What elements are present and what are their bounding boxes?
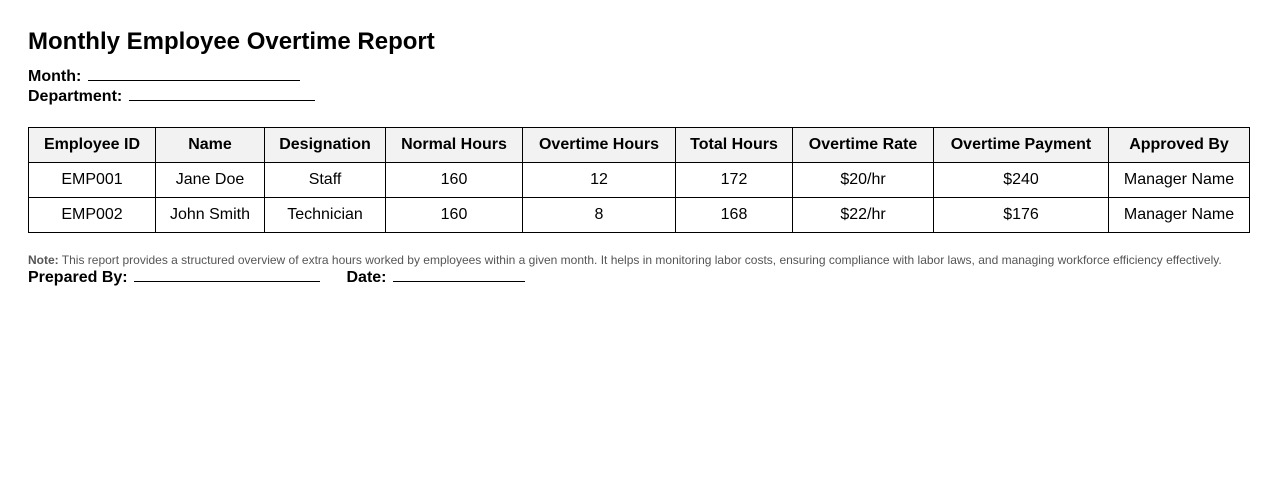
cell-employee-id: EMP001 <box>29 163 156 198</box>
department-blank-line <box>129 86 315 101</box>
table-header-row <box>29 128 1250 163</box>
month-blank-line <box>88 66 300 81</box>
cell-overtime-hours: 8 <box>523 198 676 233</box>
table-row <box>29 163 1250 198</box>
header-name: Name <box>156 128 265 163</box>
cell-overtime-hours: 12 <box>523 163 676 198</box>
note-text: This report provides a structured overview of extra hours worked by employees within a given month. It helps in monitoring labor costs, ensuring compliance with labor laws, and managing workforce efficiency effectively. <box>58 253 1222 267</box>
report-footer <box>28 267 1250 287</box>
header-overtime-payment: Overtime Payment <box>934 128 1109 163</box>
month-row <box>28 66 1250 86</box>
date-group <box>347 269 525 286</box>
department-row <box>28 86 1250 106</box>
report-meta <box>28 66 1250 106</box>
cell-designation: Staff <box>265 163 386 198</box>
cell-approved-by: Manager Name <box>1109 198 1250 233</box>
date-label: Date: <box>346 269 387 286</box>
table-row <box>29 198 1250 233</box>
header-overtime-hours: Overtime Hours <box>523 128 676 163</box>
cell-normal-hours: 160 <box>386 198 523 233</box>
cell-name: Jane Doe <box>156 163 265 198</box>
cell-designation: Technician <box>265 198 386 233</box>
header-designation: Designation <box>265 128 386 163</box>
cell-name: John Smith <box>156 198 265 233</box>
date-blank-line <box>393 267 525 282</box>
header-approved-by: Approved By <box>1109 128 1250 163</box>
header-total-hours: Total Hours <box>676 128 793 163</box>
cell-employee-id: EMP002 <box>29 198 156 233</box>
cell-approved-by: Manager Name <box>1109 163 1250 198</box>
cell-overtime-rate: $20/hr <box>793 163 934 198</box>
header-normal-hours: Normal Hours <box>386 128 523 163</box>
cell-overtime-rate: $22/hr <box>793 198 934 233</box>
prepared-by-blank-line <box>134 267 320 282</box>
header-overtime-rate: Overtime Rate <box>793 128 934 163</box>
overtime-table <box>28 127 1250 233</box>
cell-total-hours: 172 <box>676 163 793 198</box>
page-title: Monthly Employee Overtime Report <box>28 28 435 55</box>
report-note <box>28 253 1250 267</box>
note-label: Note: <box>28 253 59 267</box>
cell-overtime-payment: $176 <box>934 198 1109 233</box>
department-label: Department: <box>28 88 123 105</box>
header-employee-id: Employee ID <box>29 128 156 163</box>
cell-total-hours: 168 <box>676 198 793 233</box>
prepared-by-label: Prepared By: <box>28 269 128 286</box>
cell-overtime-payment: $240 <box>934 163 1109 198</box>
cell-normal-hours: 160 <box>386 163 523 198</box>
month-label: Month: <box>28 68 82 85</box>
